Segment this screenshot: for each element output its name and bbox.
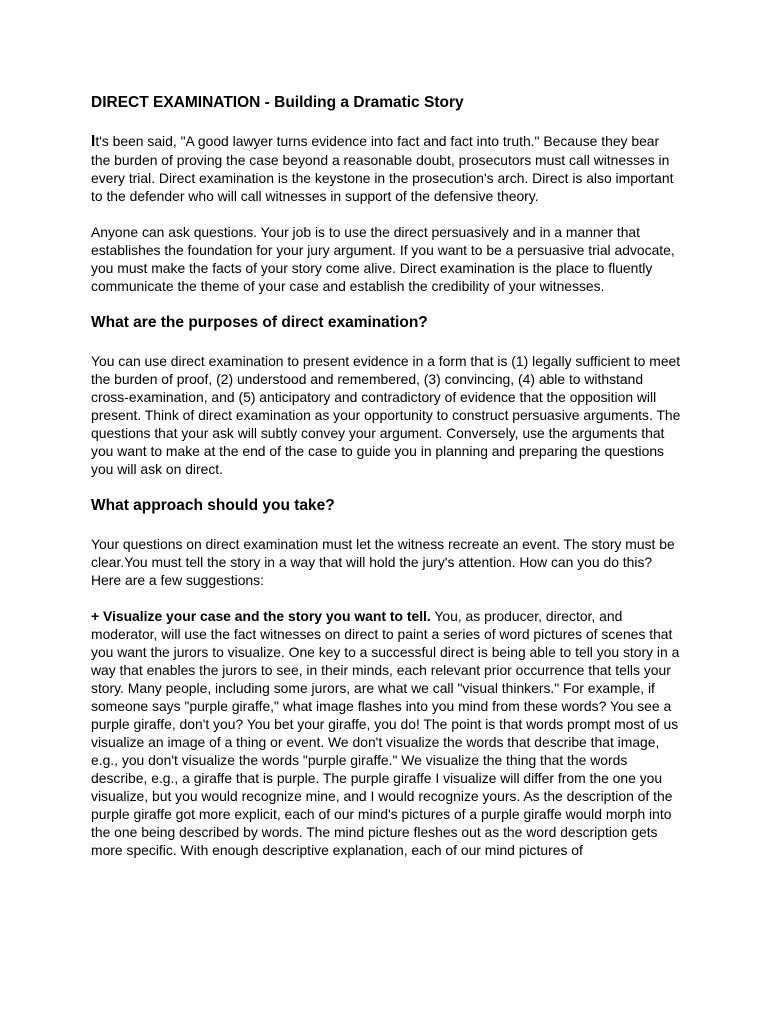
section-heading-approach: What approach should you take? bbox=[91, 497, 335, 514]
suggestion-paragraph bbox=[91, 607, 681, 859]
paragraph-2: Anyone can ask questions. Your job is to use the direct persuasively and in a manner that establishes the foundation for your jury argument. If you want to be a persuasive trial advocate, you must make the facts of your story come alive. Direct examination is the place to fluently communicate the theme of your case and establish the credibility of your witnesses. bbox=[91, 224, 675, 294]
document-title: DIRECT EXAMINATION - Building a Dramatic Story bbox=[91, 94, 464, 111]
document-page bbox=[91, 93, 681, 877]
section-body-approach: Your questions on direct examination must let the witness recreate an event. The story must be clear.You must tell the story in a way that will hold the jury's attention. How can you do this? Here are a few suggestions: bbox=[91, 536, 675, 588]
suggestion-lead: + Visualize your case and the story you want to tell. bbox=[91, 608, 431, 624]
section-heading-purposes: What are the purposes of direct examination? bbox=[91, 314, 428, 331]
suggestion-body: You, as producer, director, and moderator, will use the fact witnesses on direct to paint a series of word pictures of scenes that you want the jurors to visualize. One key to a successful direct is being able to tell you story in a way that enables the jurors to see, in their minds, each relevant prior occurrence that tells your story. Many people, including some jurors, are what we call "visual thinkers." For example, if someone says "purple giraffe," what image flashes into you mind from these words? You see a purple giraffe, don't you? You bet your giraffe, you do! The point is that words prompt most of us visualize an image of a thing or event. We don't visualize the words that describe that image, e.g., you don't visualize the words "purple giraffe." We visualize the thing that the words describe, e.g., a giraffe that is purple. The purple giraffe I visualize will differ from the one you visualize, but you would recognize mine, and I would recognize yours. As the description of the purple giraffe got more explicit, each of our mind's pictures of a purple giraffe would morph into the one being described by words. The mind picture fleshes out as the word description gets more specific. With enough descriptive explanation, each of our mind pictures of bbox=[91, 608, 680, 858]
intro-drop-letter: I bbox=[91, 133, 96, 150]
intro-paragraph bbox=[91, 132, 681, 205]
intro-text: t's been said, "A good lawyer turns evidence into fact and fact into truth." Because they bear the burden of proving the case beyond a reasonable doubt, prosecutors must call witnesses in every trial. Direct examination is the keystone in the prosecution's arch. Direct is also important to the defender who will call witnesses in support of the defensive theory. bbox=[91, 133, 674, 204]
section-body-purposes: You can use direct examination to present evidence in a form that is (1) legally sufficient to meet the burden of proof, (2) understood and remembered, (3) convincing, (4) able to withstand cross-examination, and (5) anticipatory and contradictory of evidence that the opposition will present. Think of direct examination as your opportunity to construct persuasive arguments. The questions that your ask will subtly convey your argument. Conversely, use the arguments that you want to make at the end of the case to guide you in planning and preparing the questions you will ask on direct. bbox=[91, 353, 681, 477]
